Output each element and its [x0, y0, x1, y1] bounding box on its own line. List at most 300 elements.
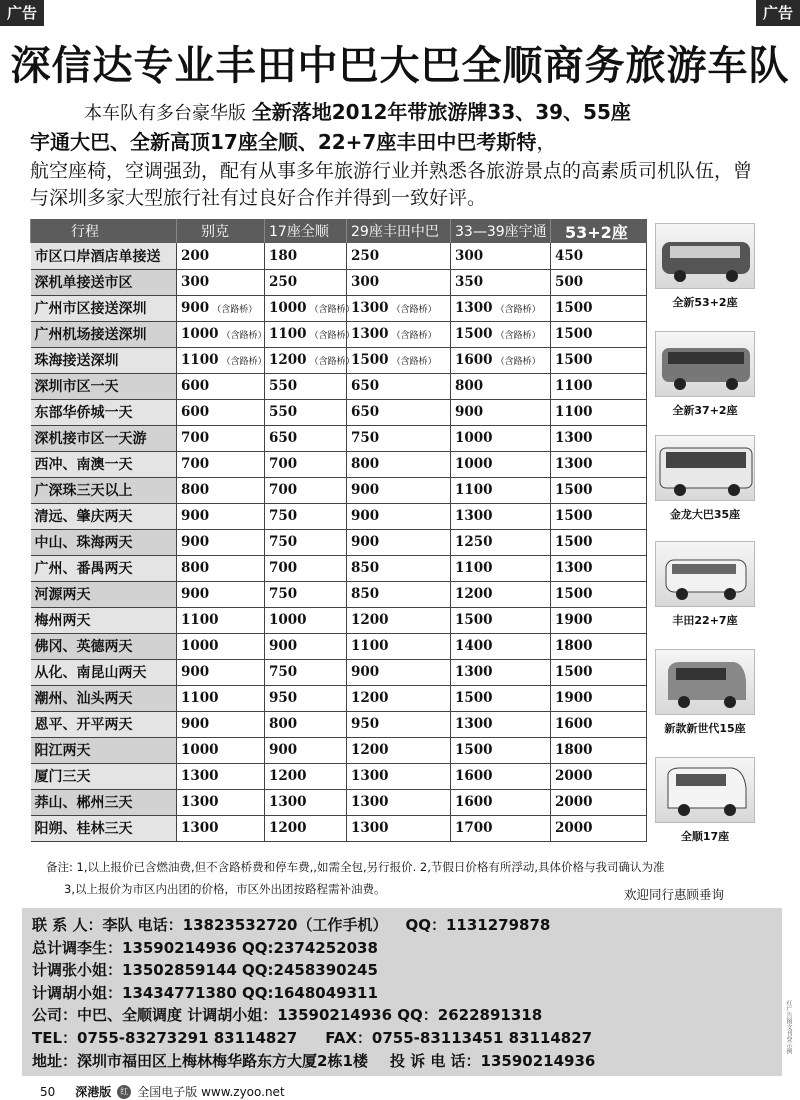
header-17seat: 17座全顺 [265, 219, 347, 243]
price-table [30, 219, 646, 842]
price-cell [265, 451, 347, 477]
price-value: 1000 [269, 300, 307, 316]
price-cell [265, 659, 347, 685]
price-value: 1900 [555, 612, 593, 628]
price-value: 900 [181, 300, 210, 316]
price-value: 1200 [269, 768, 307, 784]
table-row [31, 243, 647, 269]
price-cell [551, 399, 647, 425]
route-cell: 梅州两天 [31, 607, 177, 633]
price-value: 180 [269, 247, 298, 264]
price-cell [347, 711, 451, 737]
price-value: 1500 [455, 326, 493, 342]
price-cell [347, 737, 451, 763]
price-cell [177, 295, 265, 321]
price-value: 750 [351, 430, 380, 446]
route-cell: 广州机场接送深圳 [31, 321, 177, 347]
bus-caption: 新款新世代15座 [664, 722, 746, 735]
price-cell [177, 555, 265, 581]
price-value: 650 [351, 378, 380, 394]
table-row [31, 789, 647, 815]
table-row [31, 295, 647, 321]
price-value: 700 [181, 430, 210, 446]
price-cell [265, 347, 355, 373]
route-cell: 恩平、开平两天 [31, 711, 177, 737]
price-value: 1300 [455, 508, 493, 524]
price-cell [551, 789, 647, 815]
price-cell [265, 555, 347, 581]
price-cell [551, 815, 647, 841]
price-cell [451, 789, 551, 815]
footer [40, 1083, 285, 1100]
price-cell [551, 581, 647, 607]
price-cell [551, 425, 647, 451]
price-value: 1600 [555, 716, 593, 732]
toll-note: （含路桥） [391, 331, 437, 341]
price-cell [347, 503, 451, 529]
price-cell [551, 633, 647, 659]
price-value: 950 [351, 716, 380, 732]
price-value: 650 [351, 404, 380, 420]
price-value: 800 [351, 456, 380, 472]
price-cell [451, 503, 551, 529]
price-cell [551, 477, 647, 503]
price-value: 900 [351, 508, 380, 524]
price-value: 1500 [455, 742, 493, 758]
price-cell [347, 269, 451, 295]
toll-note: （含路桥） [221, 357, 267, 367]
table-row [31, 581, 647, 607]
toll-note: （含路桥） [391, 357, 437, 367]
price-value: 500 [555, 274, 584, 290]
price-cell [347, 373, 451, 399]
contact-complaint: 投 诉 电 话：13590214936 [389, 1051, 596, 1070]
price-value: 900 [269, 638, 298, 654]
header-buick: 别克 [177, 219, 265, 243]
price-cell [551, 555, 647, 581]
price-cell [265, 269, 347, 295]
price-value: 700 [181, 456, 210, 472]
price-value: 1700 [455, 820, 493, 836]
price-value: 2000 [555, 768, 593, 784]
price-value: 800 [455, 378, 484, 394]
header-33-39seat: 33—39座宇通 [451, 219, 551, 243]
header-53seat: 53+2座 [551, 219, 647, 243]
price-cell [451, 477, 551, 503]
price-value: 1200 [269, 352, 307, 368]
price-value: 1200 [351, 690, 389, 706]
price-cell [177, 633, 265, 659]
bus-item [652, 435, 758, 522]
table-row [31, 685, 647, 711]
price-value: 650 [269, 430, 298, 446]
table-row [31, 737, 647, 763]
price-value: 1100 [269, 326, 307, 342]
price-cell [451, 737, 551, 763]
price-value: 1800 [555, 638, 593, 654]
price-cell [265, 295, 355, 321]
table-header-row [31, 219, 647, 243]
price-cell [347, 763, 451, 789]
price-value: 1200 [269, 820, 307, 836]
toll-note: （含路桥） [309, 305, 355, 315]
price-cell [451, 373, 551, 399]
bus-caption: 丰田22+7座 [672, 614, 738, 627]
route-cell: 广州市区接送深圳 [31, 295, 177, 321]
price-value: 800 [269, 716, 298, 732]
price-cell [347, 529, 451, 555]
price-value: 1000 [455, 430, 493, 446]
route-cell: 阳江两天 [31, 737, 177, 763]
route-cell: 中山、珠海两天 [31, 529, 177, 555]
price-cell [177, 607, 265, 633]
price-cell [265, 581, 347, 607]
price-cell [265, 503, 347, 529]
table-row [31, 451, 647, 477]
price-cell [347, 425, 451, 451]
price-cell [451, 529, 551, 555]
price-cell [265, 737, 347, 763]
price-cell [451, 685, 551, 711]
coach-bus-icon [655, 331, 755, 397]
contact-tel: TEL：0755-83273291 83114827 [32, 1028, 298, 1047]
price-value: 850 [351, 560, 380, 576]
price-value: 1300 [351, 300, 389, 316]
contact-line: 总计调李生：13590214936 QQ:2374252038 [32, 938, 378, 957]
bus-caption: 全新37+2座 [672, 404, 738, 417]
price-cell [451, 763, 551, 789]
price-value: 300 [351, 274, 380, 290]
price-cell [551, 451, 647, 477]
table-row [31, 763, 647, 789]
price-cell [451, 425, 551, 451]
price-cell [177, 269, 265, 295]
page-title: 深信达专业丰田中巴大巴全顺商务旅游车队 [10, 43, 790, 89]
remark-line-1: 备注: 1,以上报价已含燃油费,但不含路桥费和停车费,,如需全包,另行报价. 2,节假日价格有所浮动,具体价格与我司确认为准 [46, 860, 665, 874]
price-cell [451, 815, 551, 841]
price-value: 200 [181, 247, 210, 264]
price-value: 1100 [181, 352, 219, 368]
price-value: 1300 [269, 794, 307, 810]
route-cell: 深圳市区一天 [31, 373, 177, 399]
table-row [31, 529, 647, 555]
price-value: 1500 [351, 352, 389, 368]
price-value: 2000 [555, 820, 593, 836]
ad-label-left: 广告 [0, 0, 44, 26]
price-value: 1000 [269, 612, 307, 628]
price-value: 900 [455, 404, 484, 420]
price-value: 750 [269, 534, 298, 550]
price-cell [347, 399, 451, 425]
price-cell [177, 815, 265, 841]
route-cell: 潮州、汕头两天 [31, 685, 177, 711]
price-cell [177, 477, 265, 503]
price-value: 1300 [181, 768, 219, 784]
price-value: 1300 [181, 794, 219, 810]
toll-note: （含路桥） [309, 331, 355, 341]
price-cell [451, 347, 551, 373]
price-value: 750 [269, 586, 298, 602]
price-cell [551, 711, 647, 737]
price-value: 900 [351, 534, 380, 550]
table-row [31, 659, 647, 685]
price-value: 900 [181, 716, 210, 732]
price-value: 1300 [351, 820, 389, 836]
price-cell [451, 659, 551, 685]
price-value: 700 [269, 482, 298, 498]
price-value: 1300 [351, 768, 389, 784]
edition-label: 深港版 [75, 1085, 112, 1099]
price-cell [265, 763, 347, 789]
price-cell [265, 243, 347, 269]
contact-box [22, 908, 782, 1076]
table-row [31, 425, 647, 451]
price-value: 1500 [455, 612, 493, 628]
table-row [31, 321, 647, 347]
price-cell [177, 399, 265, 425]
price-value: 800 [181, 560, 210, 576]
price-cell [347, 659, 451, 685]
remark-line-2: 3,以上报价为市区内出团的价格，市区外出团按路程需补油费。 [64, 882, 386, 896]
price-cell [265, 633, 347, 659]
price-cell [347, 347, 451, 373]
price-cell [451, 633, 551, 659]
price-cell [265, 373, 347, 399]
price-cell [347, 581, 451, 607]
price-cell [347, 477, 451, 503]
price-value: 1500 [555, 352, 593, 368]
route-cell: 西冲、南澳一天 [31, 451, 177, 477]
price-value: 1000 [181, 742, 219, 758]
price-cell [551, 685, 647, 711]
contact-main: 联 系 人：李队 电话：13823532720（工作手机） [32, 916, 388, 934]
route-cell: 市区口岸酒店单接送 [31, 243, 177, 269]
price-value: 1800 [555, 742, 593, 758]
price-cell [177, 685, 265, 711]
price-cell [177, 243, 265, 269]
price-value: 1200 [455, 586, 493, 602]
bus-item [652, 649, 758, 736]
price-cell [451, 243, 551, 269]
price-value: 1500 [555, 508, 593, 524]
price-cell [177, 347, 265, 373]
price-value: 800 [181, 482, 210, 498]
coach-bus-icon [655, 223, 755, 289]
intro-description: 航空座椅，空调强劲，配有从事多年旅游行业并熟悉各旅游景点的高素质司机队伍，曾与深圳多家大型旅行社有过良好合作并得到一致好评。 [30, 160, 753, 209]
price-value: 1000 [181, 638, 219, 654]
price-cell [347, 243, 451, 269]
table-row [31, 711, 647, 737]
price-cell [347, 815, 451, 841]
intro-prefix: 本车队有多台豪华版 [84, 103, 246, 124]
contact-line: 公司：中巴、全顺调度 计调胡小姐：13590214936 QQ：2622891318 [32, 1006, 543, 1025]
price-cell [551, 269, 647, 295]
price-cell [451, 321, 551, 347]
bus-item [652, 541, 758, 628]
price-value: 600 [181, 378, 210, 394]
price-cell [177, 529, 265, 555]
price-cell [551, 737, 647, 763]
price-cell [451, 581, 551, 607]
price-value: 1500 [455, 690, 493, 706]
price-cell [177, 711, 265, 737]
price-value: 1300 [455, 300, 493, 316]
bus-caption: 金龙大巴35座 [669, 508, 741, 521]
price-cell [265, 399, 347, 425]
price-value: 550 [269, 378, 298, 394]
route-cell: 深机接市区一天游 [31, 425, 177, 451]
price-cell [551, 295, 647, 321]
table-row [31, 347, 647, 373]
price-value: 1000 [455, 456, 493, 472]
route-cell: 阳朔、桂林三天 [31, 815, 177, 841]
toll-note: （含路桥） [212, 305, 258, 315]
price-value: 1300 [455, 716, 493, 732]
price-cell [265, 321, 355, 347]
price-value: 900 [181, 664, 210, 680]
price-cell [177, 373, 265, 399]
price-cell [347, 295, 451, 321]
price-value: 1400 [455, 638, 493, 654]
price-cell [265, 815, 347, 841]
table-row [31, 477, 647, 503]
contact-address: 地址：深圳市福田区上梅林梅华路东方大厦2栋1楼 [32, 1051, 368, 1070]
route-cell: 佛冈、英德两天 [31, 633, 177, 659]
price-value: 1300 [555, 560, 593, 576]
table-row [31, 555, 647, 581]
price-cell [551, 243, 647, 269]
price-value: 900 [351, 482, 380, 498]
price-value: 1100 [555, 378, 593, 394]
route-cell: 从化、南昆山两天 [31, 659, 177, 685]
price-cell [177, 737, 265, 763]
price-cell [177, 425, 265, 451]
price-value: 450 [555, 247, 584, 264]
price-cell [265, 529, 347, 555]
coach-bus-icon [655, 435, 755, 501]
price-value: 1500 [555, 664, 593, 680]
intro-line-2 [30, 126, 770, 155]
route-cell: 广深珠三天以上 [31, 477, 177, 503]
price-value: 1500 [555, 482, 593, 498]
price-value: 700 [269, 456, 298, 472]
price-cell [347, 633, 451, 659]
price-value: 750 [269, 664, 298, 680]
price-value: 250 [351, 247, 380, 264]
price-cell [265, 789, 347, 815]
price-cell [177, 451, 265, 477]
price-value: 600 [181, 404, 210, 420]
price-value: 1900 [555, 690, 593, 706]
price-cell [451, 269, 551, 295]
route-cell: 珠海接送深圳 [31, 347, 177, 373]
price-value: 300 [181, 274, 210, 290]
price-value: 950 [269, 690, 298, 706]
contact-fax: FAX：0755-83113451 83114827 [325, 1028, 593, 1047]
price-value: 1500 [555, 326, 593, 342]
toll-note: （含路桥） [495, 305, 541, 315]
price-cell [451, 607, 551, 633]
price-cell [265, 711, 347, 737]
price-value: 1300 [555, 456, 593, 472]
price-value: 850 [351, 586, 380, 602]
table-row [31, 399, 647, 425]
bus-caption: 全新53+2座 [672, 296, 738, 309]
route-cell: 东部华侨城一天 [31, 399, 177, 425]
price-value: 1500 [555, 586, 593, 602]
contact-qq: QQ：1131279878 [405, 916, 551, 934]
intro-highlight-1: 全新落地2012年带旅游牌33、39、55座 [251, 100, 631, 124]
price-value: 550 [269, 404, 298, 420]
intro-comma: ， [536, 130, 557, 154]
price-value: 1500 [555, 300, 593, 316]
price-cell [551, 373, 647, 399]
route-cell: 清远、肇庆两天 [31, 503, 177, 529]
table-row [31, 815, 647, 841]
price-cell [265, 477, 347, 503]
site-link[interactable]: 全国电子版 www.zyoo.net [137, 1085, 285, 1099]
price-value: 1100 [181, 690, 219, 706]
price-cell [177, 763, 265, 789]
price-value: 1300 [351, 326, 389, 342]
price-cell [551, 529, 647, 555]
bus-item [652, 223, 758, 310]
contact-line [32, 914, 772, 937]
toll-note: （含路桥） [309, 357, 355, 367]
price-value: 1100 [351, 638, 389, 654]
contact-line [32, 1027, 772, 1050]
price-value: 700 [269, 560, 298, 576]
price-value: 1300 [455, 664, 493, 680]
price-cell [177, 659, 265, 685]
price-cell [347, 607, 451, 633]
price-cell [265, 607, 347, 633]
route-cell: 广州、番禺两天 [31, 555, 177, 581]
contact-line [32, 1050, 772, 1073]
price-cell [451, 711, 551, 737]
price-cell [551, 347, 647, 373]
toll-note: （含路桥） [495, 357, 541, 367]
table-row [31, 373, 647, 399]
price-cell [451, 295, 551, 321]
route-cell: 河源两天 [31, 581, 177, 607]
table-row [31, 633, 647, 659]
price-cell [177, 503, 265, 529]
price-cell [177, 789, 265, 815]
price-value: 900 [269, 742, 298, 758]
price-cell [551, 607, 647, 633]
price-value: 1500 [555, 534, 593, 550]
price-cell [265, 425, 347, 451]
price-value: 900 [181, 586, 210, 602]
price-value: 2000 [555, 794, 593, 810]
price-cell [551, 763, 647, 789]
route-cell: 厦门三天 [31, 763, 177, 789]
contact-line: 计调胡小姐：13434771380 QQ:1648049311 [32, 983, 378, 1002]
price-cell [551, 321, 647, 347]
price-value: 1100 [455, 482, 493, 498]
price-value: 250 [269, 274, 298, 290]
contact-line: 计调张小姐：13502859144 QQ:2458390245 [32, 961, 378, 980]
price-value: 300 [455, 247, 484, 264]
intro-line-1 [30, 96, 770, 125]
price-cell [347, 685, 451, 711]
price-value: 1300 [351, 794, 389, 810]
price-cell [347, 789, 451, 815]
price-value: 1600 [455, 794, 493, 810]
price-cell [347, 321, 451, 347]
price-value: 350 [455, 274, 484, 290]
